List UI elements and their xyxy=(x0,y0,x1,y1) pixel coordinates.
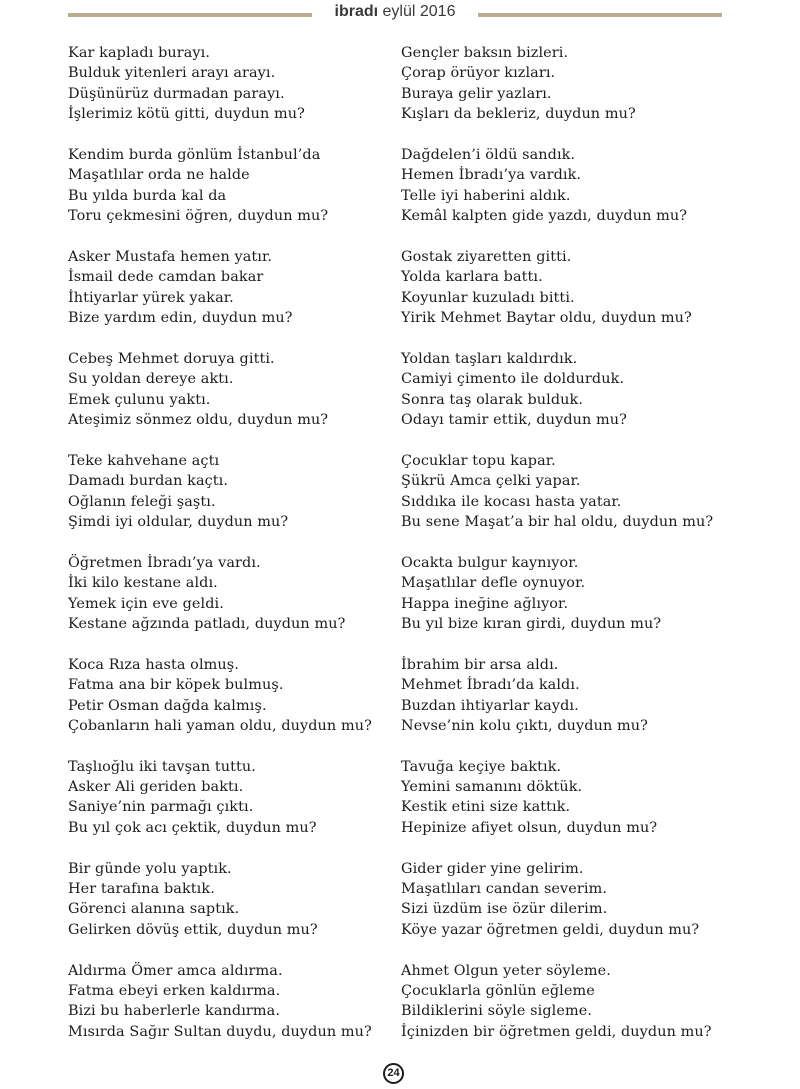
poem-line: Bir günde yolu yaptık. xyxy=(68,860,232,877)
stanza xyxy=(68,349,403,431)
poem-line: Çocuklarla gönlün eğleme xyxy=(401,982,595,999)
magazine-name: ibradı xyxy=(334,3,379,20)
stanza xyxy=(401,961,736,1043)
poem-line: Sonra taş olarak bulduk. xyxy=(401,391,584,408)
stanza xyxy=(401,43,736,125)
poem-line: Bize yardım edin, duydun mu? xyxy=(68,310,293,327)
poem-line: İşlerimiz kötü gitti, duydun mu? xyxy=(68,106,305,123)
poem-line: Camiyi çimento ile doldurduk. xyxy=(401,371,625,388)
stanza xyxy=(68,859,403,941)
poem-line: İbrahim bir arsa aldı. xyxy=(401,656,559,673)
poem-line: Bulduk yitenleri arayı arayı. xyxy=(68,65,276,82)
poem-line: Yirik Mehmet Baytar oldu, duydun mu? xyxy=(401,310,692,327)
poem-line: Sıddıka ile kocası hasta yatar. xyxy=(401,493,622,510)
poem-line: Koyunlar kuzuladı bitti. xyxy=(401,289,575,306)
poem-line: Kestik etini size kattık. xyxy=(401,799,571,816)
poem-line: Teke kahvehane açtı xyxy=(68,452,220,469)
poem-line: Emek çulunu yaktı. xyxy=(68,391,211,408)
poem-line: Bildiklerini söyle sigleme. xyxy=(401,1003,592,1020)
poem-line: Odayı tamir ettik, duydun mu? xyxy=(401,412,627,429)
poem-line: Fatma ebeyi erken kaldırma. xyxy=(68,982,281,999)
poem-line: Buraya gelir yazları. xyxy=(401,85,552,102)
page-header xyxy=(0,0,800,34)
poem-line: Asker Mustafa hemen yatır. xyxy=(68,248,273,265)
poem-column-left xyxy=(68,43,403,1063)
stanza xyxy=(68,961,403,1043)
poem-line: Gostak ziyaretten gitti. xyxy=(401,248,572,265)
issue-date: eylül 2016 xyxy=(382,3,456,20)
poem-line: İhtiyarlar yürek yakar. xyxy=(68,289,234,306)
poem-line: Kar kapladı burayı. xyxy=(68,45,211,61)
poem-line: Happa ineğine ağlıyor. xyxy=(401,595,569,612)
stanza xyxy=(401,859,736,941)
poem-line: Gider gider yine gelirim. xyxy=(401,860,584,877)
poem-line: Düşünürüz durmadan parayı. xyxy=(68,85,285,102)
poem-line: İki kilo kestane aldı. xyxy=(68,575,218,592)
poem-line: Mehmet İbradı’da kaldı. xyxy=(401,677,580,694)
header-rule-right xyxy=(478,13,722,17)
poem-line: Kışları da bekleriz, duydun mu? xyxy=(401,106,636,123)
poem-line: Kemâl kalpten gide yazdı, duydun mu? xyxy=(401,208,688,225)
poem-line: Nevse’nin kolu çıktı, duydun mu? xyxy=(401,717,648,734)
poem-line: İçinizden bir öğretmen geldi, duydun mu? xyxy=(401,1023,712,1040)
poem-line: Aldırma Ömer amca aldırma. xyxy=(68,962,283,979)
poem-line: Mısırda Sağır Sultan duydu, duydun mu? xyxy=(68,1023,372,1040)
poem-line: Şükrü Amca çelki yapar. xyxy=(401,473,581,490)
poem-line: Kestane ağzında patladı, duydun mu? xyxy=(68,615,346,632)
poem-line: Bu sene Maşat’a bir hal oldu, duydun mu? xyxy=(401,513,714,530)
poem-line: Dağdelen’i öldü sandık. xyxy=(401,146,576,163)
poem-line: Telle iyi haberini aldık. xyxy=(401,187,571,204)
poem-line: Hepinize afiyet olsun, duydun mu? xyxy=(401,819,658,836)
poem-line: Bu yıl bize kıran girdi, duydun mu? xyxy=(401,615,662,632)
poem-line: Ocakta bulgur kaynıyor. xyxy=(401,554,579,571)
poem-line: Buzdan ihtiyarlar kaydı. xyxy=(401,697,579,714)
poem-line: Maşatlılar orda ne halde xyxy=(68,167,250,184)
poem-line: Çorap örüyor kızları. xyxy=(401,65,556,82)
stanza xyxy=(401,655,736,737)
header-rule-left xyxy=(68,13,312,17)
stanza xyxy=(68,145,403,227)
poem-line: Yemini samanını döktük. xyxy=(401,779,583,796)
stanza xyxy=(68,757,403,839)
stanza xyxy=(401,247,736,329)
stanza xyxy=(68,43,403,125)
stanza xyxy=(401,145,736,227)
poem-line: Toru çekmesini öğren, duydun mu? xyxy=(68,208,329,225)
poem-line: Görenci alanına saptık. xyxy=(68,901,240,918)
poem-line: Bu yılda burda kal da xyxy=(68,187,227,204)
stanza xyxy=(68,655,403,737)
poem-line: Asker Ali geriden baktı. xyxy=(68,779,244,796)
poem-line: Taşlıoğlu iki tavşan tuttu. xyxy=(68,758,256,775)
poem-line: Ateşimiz sönmez oldu, duydun mu? xyxy=(68,412,329,429)
poem-line: Kendim burda gönlüm İstanbul’da xyxy=(68,146,321,163)
poem-line: Hemen İbradı’ya vardık. xyxy=(401,167,582,184)
poem-line: Sizi üzdüm ise özür dilerim. xyxy=(401,901,608,918)
poem-line: Maşatlıları candan severim. xyxy=(401,881,607,898)
poem-line: İsmail dede camdan bakar xyxy=(68,269,264,286)
stanza xyxy=(401,553,736,635)
poem-line: Şimdi iyi oldular, duydun mu? xyxy=(68,513,289,530)
page-number: 24 xyxy=(383,1063,404,1084)
poem-line: Saniye’nin parmağı çıktı. xyxy=(68,799,254,816)
stanza xyxy=(68,247,403,329)
stanza xyxy=(401,349,736,431)
poem-line: Gelirken dövüş ettik, duydun mu? xyxy=(68,921,318,938)
poem-line: Maşatlılar defle oynuyor. xyxy=(401,575,586,592)
poem-line: Tavuğa keçiye baktık. xyxy=(401,758,562,775)
poem-line: Bizi bu haberlerle kandırma. xyxy=(68,1003,280,1020)
header-title xyxy=(312,3,478,21)
poem-line: Oğlanın feleği şaştı. xyxy=(68,493,216,510)
poem-column-right xyxy=(401,43,736,1063)
poem-line: Yemek için eve geldi. xyxy=(68,595,224,612)
poem-line: Su yoldan dereye aktı. xyxy=(68,371,234,388)
poem-line: Fatma ana bir köpek bulmuş. xyxy=(68,677,284,694)
poem-line: Çobanların hali yaman oldu, duydun mu? xyxy=(68,717,372,734)
stanza xyxy=(401,451,736,533)
poem-line: Cebeş Mehmet doruya gitti. xyxy=(68,350,275,367)
poem-line: Her tarafına baktık. xyxy=(68,881,215,898)
poem-line: Bu yıl çok acı çektik, duydun mu? xyxy=(68,819,317,836)
poem-line: Köye yazar öğretmen geldi, duydun mu? xyxy=(401,921,700,938)
poem-line: Damadı burdan kaçtı. xyxy=(68,473,229,490)
stanza xyxy=(68,451,403,533)
stanza xyxy=(68,553,403,635)
poem-line: Öğretmen İbradı’ya vardı. xyxy=(68,554,261,571)
poem-line: Yoldan taşları kaldırdık. xyxy=(401,350,578,367)
poem-line: Petir Osman dağda kalmış. xyxy=(68,697,267,714)
poem-line: Ahmet Olgun yeter söyleme. xyxy=(401,962,611,979)
poem-line: Çocuklar topu kapar. xyxy=(401,452,556,469)
stanza xyxy=(401,757,736,839)
poem-line: Gençler baksın bizleri. xyxy=(401,45,569,61)
poem-line: Yolda karlara battı. xyxy=(401,269,543,286)
poem-line: Koca Rıza hasta olmuş. xyxy=(68,656,239,673)
